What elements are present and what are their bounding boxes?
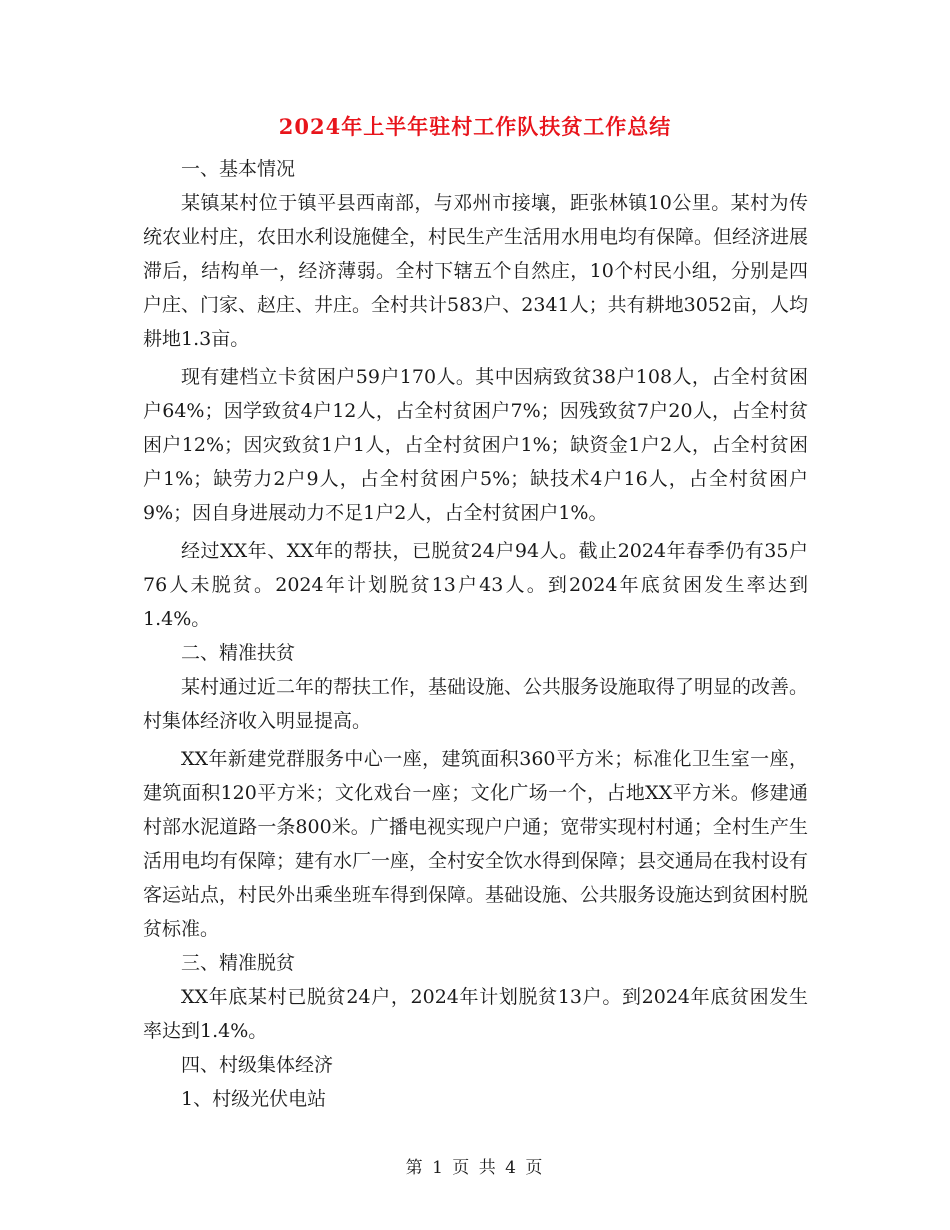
paragraph-village-overview: 某镇某村位于镇平县西南部，与邓州市接壤，距张林镇10公里。某村为传统农业村庄，农田水利设施健全，村民生产生活用水用电均有保障。但经济进展滞后，结构单一，经济薄弱。全村下辖五个自然庄，10个村民小组，分别是四户庄、门家、赵庄、井庄。全村共计583户、2341人；共有耕地3052亩，人均耕地1.3亩。: [143, 192, 809, 350]
document-body: [143, 152, 808, 1116]
subheading-solar-station: 1、村级光伏电站: [181, 1088, 327, 1110]
section-heading-basic: 一、基本情况: [181, 158, 296, 180]
document-title: 2024年上半年驻村工作队扶贫工作总结: [278, 114, 672, 139]
section-heading-collective-economy: 四、村级集体经济: [181, 1054, 334, 1076]
paragraph-poverty-exit: 经过XX年、XX年的帮扶，已脱贫24户94人。截止2024年春季仍有35户76人未脱贫。2024年计划脱贫13户43人。到2024年底贫困发生率达到1.4%。: [143, 540, 808, 630]
paragraph-infrastructure-details: XX年新建党群服务中心一座，建筑面积360平方米；标准化卫生室一座，建筑面积120平方米；文化戏台一座；文化广场一个，占地XX平方米。修建通村部水泥道路一条800米。广播电视实现户户通；宽带实现村村通；全村生产生活用电均有保障；建有水厂一座，全村安全饮水得到保障；县交通局在我村设有客运站点，村民外出乘坐班车得到保障。基础设施、公共服务设施达到贫困村脱贫标准。: [143, 748, 809, 940]
section-heading-precise-aid: 二、精准扶贫: [181, 642, 296, 664]
section-heading-precise-exit: 三、精准脱贫: [181, 952, 296, 974]
page-footer: 第 1 页 共 4 页: [405, 1158, 545, 1178]
paragraph-poor-households: 现有建档立卡贫困户59户170人。其中因病致贫38户108人，占全村贫困户64%；因学致贫4户12人，占全村贫困户7%；因残致贫7户20人，占全村贫困户12%；因灾致贫1户1人，占全村贫困户1%；缺资金1户2人，占全村贫困户1%；缺劳力2户9人，占全村贫困户5%；缺技术4户16人，占全村贫困户9%；因自身进展动力不足1户2人，占全村贫困户1%。: [143, 366, 808, 524]
paragraph-infrastructure-summary: 某村通过近二年的帮扶工作，基础设施、公共服务设施取得了明显的改善。村集体经济收入明显提高。: [143, 676, 809, 732]
paragraph-exit-plan: XX年底某村已脱贫24户，2024年计划脱贫13户。到2024年底贫困发生率达到1.4%。: [143, 986, 808, 1042]
